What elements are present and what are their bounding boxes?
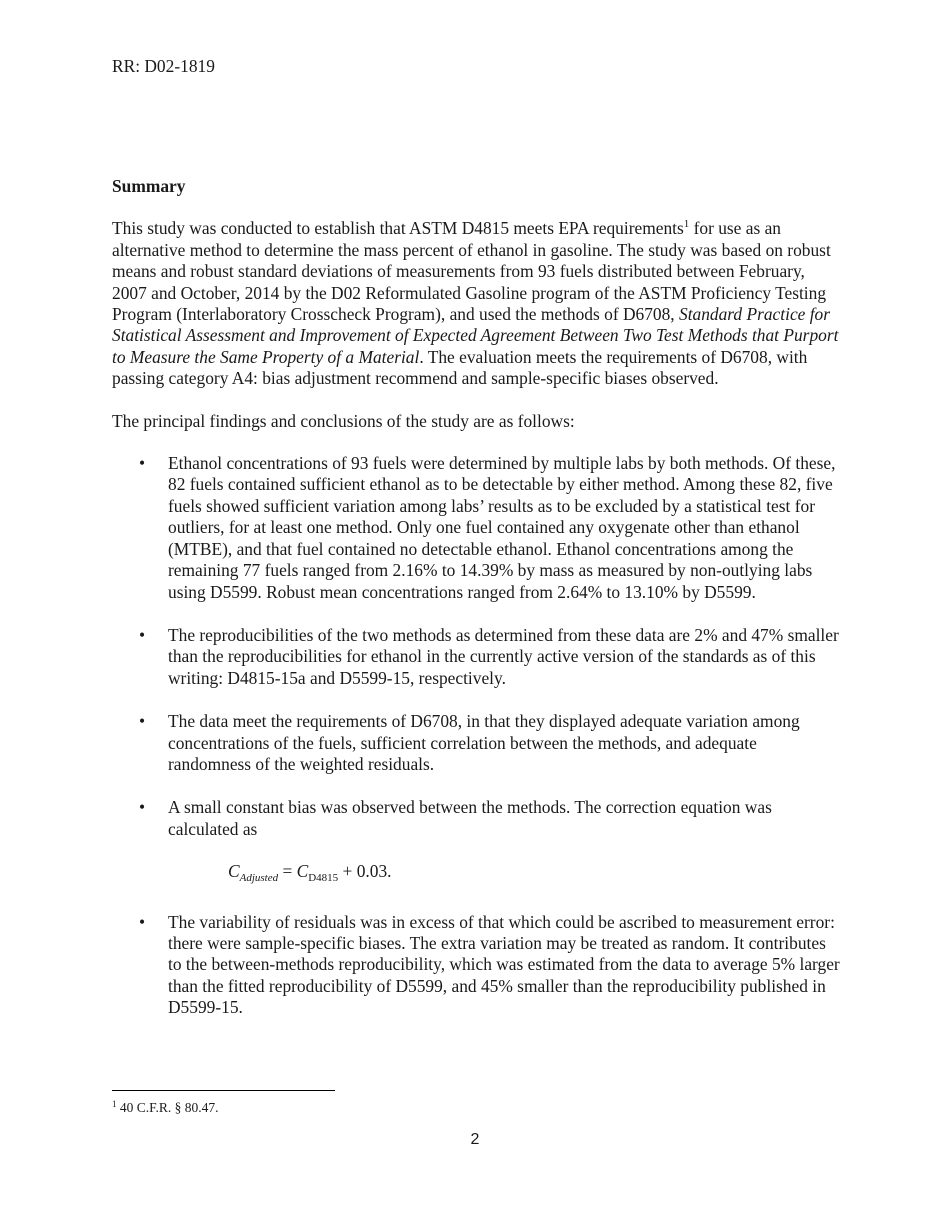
finding-text: A small constant bias was observed between the methods. The correction equation was calculated as bbox=[168, 797, 772, 839]
section-heading: Summary bbox=[112, 176, 186, 196]
finding-text: The reproducibilities of the two methods as determined from these data are 2% and 47% smaller than the reproducibilities for ethanol in the currently active version of the standards as of this writing: D4815-15a and D5599-15, respectively. bbox=[168, 624, 839, 688]
finding-text: Ethanol concentrations of 93 fuels were determined by multiple labs by both methods. Of these, 82 fuels contained sufficient ethanol as to be detectable by either method. Among these 82, five fuels showed sufficient variation among labs’ results as to be excluded by a statistical test for outliers, for at least one method. Only one fuel contained any oxygenate other than ethanol (MTBE), and that fuel contained no detectable ethanol. Ethanol concentrations among the remaining 77 fuels ranged from 2.16% to 14.39% by mass as measured by non-outlying labs using D5599. Robust mean concentrations ranged from 2.64% to 13.10% by D5599. bbox=[168, 453, 836, 602]
finding-text: The variability of residuals was in excess of that which could be ascribed to measurement error: there were sample-specific biases. The extra variation may be treated as random. It contributes to the between-methods reproducibility, which was estimated from the data to average 5% larger than the fitted reproducibility of D5599, and 45% smaller than the reproducibility published in D5599-15. bbox=[168, 911, 840, 1018]
footnote-marker: 1 bbox=[112, 1099, 117, 1109]
report-reference: RR: D02-1819 bbox=[112, 56, 215, 76]
standard-title: Standard Practice for Statistical Assessment and Improvement of Expected Agreement Between Two Test Methods that Purport to Measure the Same Property of a Material bbox=[112, 304, 839, 367]
finding-item bbox=[112, 711, 842, 775]
intro-text-1: This study was conducted to establish that ASTM D4815 meets EPA requirements bbox=[112, 218, 684, 239]
footnote bbox=[112, 1099, 219, 1117]
intro-text-2: for use as an alternative method to determine the mass percent of ethanol in gasoline. The study was based on robust means and robust standard deviations of measurements from 93 fuels distributed between February, 2007 and October, 2014 by the D02 Reformulated Gasoline program of the ASTM Proficiency Testing Program (Interlaboratory Crosscheck Program), and used the methods of D6708, bbox=[112, 218, 831, 325]
intro-paragraph bbox=[112, 218, 842, 389]
equation-lhs-subscript: Adjusted bbox=[239, 872, 279, 885]
equation-rhs-variable: C bbox=[296, 861, 309, 882]
finding-item bbox=[112, 453, 842, 603]
equation-rhs-subscript: D4815 bbox=[308, 872, 339, 885]
equation-constant: 0.03 bbox=[356, 861, 388, 882]
footnote-text: 40 C.F.R. § 80.47. bbox=[116, 1100, 219, 1115]
equation-plus: + bbox=[338, 861, 357, 882]
bullet-icon: • bbox=[139, 911, 146, 932]
footnote-reference[interactable]: 1 bbox=[683, 218, 690, 231]
findings-list bbox=[112, 453, 842, 1019]
finding-item bbox=[112, 797, 842, 889]
bullet-icon: • bbox=[139, 624, 146, 645]
footnote-divider bbox=[112, 1090, 335, 1091]
finding-item bbox=[112, 625, 842, 689]
equation-lhs-variable: C bbox=[228, 861, 240, 882]
equation-equals: = bbox=[278, 861, 297, 882]
finding-item bbox=[112, 912, 842, 1019]
findings-intro: The principal findings and conclusions of the study are as follows: bbox=[112, 410, 575, 431]
finding-text: The data meet the requirements of D6708, in that they displayed adequate variation among concentrations of the fuels, sufficient correlation between the methods, and adequate randomness of the weighted residuals. bbox=[168, 711, 800, 774]
bullet-icon: • bbox=[139, 711, 146, 732]
equation-period: . bbox=[387, 861, 392, 882]
bullet-icon: • bbox=[139, 797, 146, 818]
bullet-icon: • bbox=[139, 453, 146, 474]
page-number: 2 bbox=[470, 1131, 480, 1148]
summary-section bbox=[112, 176, 842, 1041]
correction-equation bbox=[168, 861, 842, 889]
intro-text-3: . The evaluation meets the requirements of D6708, with passing category A4: bias adjustment recommend and sample-specific biases observed. bbox=[112, 346, 808, 389]
